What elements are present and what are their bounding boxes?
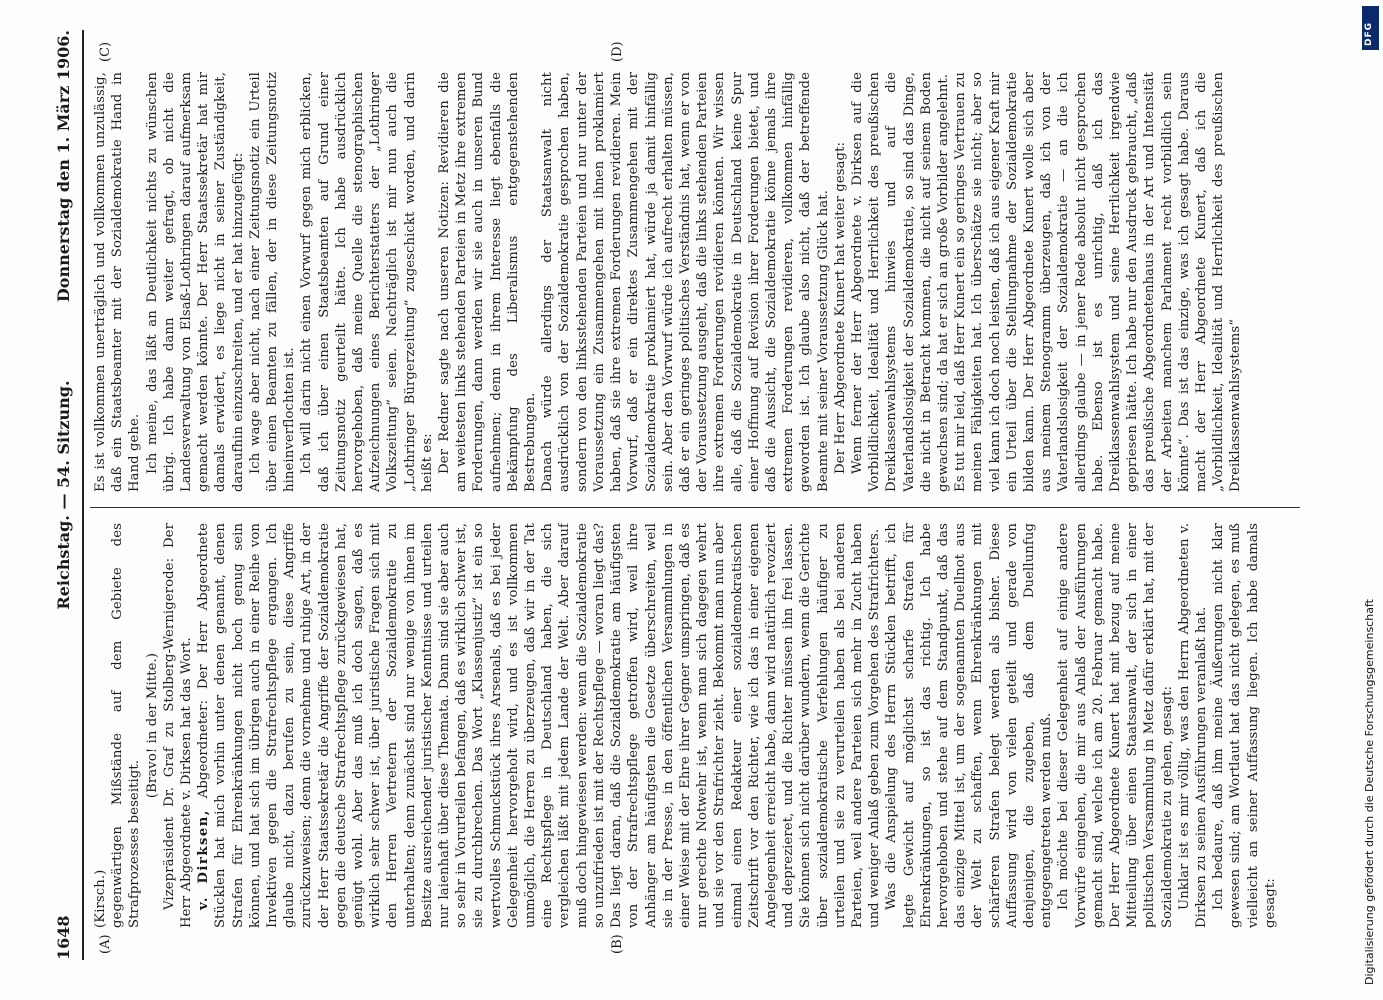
margin-marker-a: (A) [98,934,113,954]
paragraph-text: Es tut mir leid, daß Herr Kunert ein so geringes Vertrauen zu meinen Fähigkeiten hat. Ich überschätze sie nicht; aber so viel kann ich doch noch leisten, daß ich aus eigener Kraft mir ein Urteil über die Stellungnahme der Sozialdemokratie bilden kann. Der Herr Abgeordnete Kunert wolle sich aber aus meinem Stenogramm überzeugen, daß ich von der Vaterlandslosigkeit der Sozialdemokratie — an die ich allerdings glaube — in jener Rede absolut nicht gesprochen habe. Ebenso ist es unrichtig, daß ich das Dreiklassenwahlsystem und seine Herrlichkeit irgendwie gepriesen hätte. Ich habe nur den Ausdruck gebraucht, „daß das preußische Abgeordnetenhaus in der Art und Intensität der Arbeiten manchem Parlament recht vorbildlich sein könnte“. Das ist das einzige, was ich gesagt habe. Daraus macht der Herr Abgeordnete Kunert, daß ich die „Vorbildlichkeit, Idealität und Herrlichkeit des preußischen Dreiklassenwahlsystems“ [953,72,1244,492]
paragraph [92,523,109,928]
session-title: Reichstag. — 54. Sitzung. [54,380,73,610]
header-rule [82,30,84,960]
paragraph-text: Was die Anspielung des Herrn Stücklen betrifft, ich legte Gewicht auf möglichst scharfe Strafen für Ehrenkränkungen, so ist das richtig. Ich habe hervorgehoben und stehe auf dem Standpunkt, daß das das einzige Mittel ist, um der sogenannten Duellnot aus der Welt zu schaffen, wenn Ehrenkränkungen mit schärferen Strafen belegt werden als bisher. Diese Auffassung wird von vielen geteilt und gerade von denjenigen, die zugeben, daß dem Duellunfug entgegengetreten werden muß. [884,523,1055,928]
paragraph-text: gegenwärtigen Mißstände auf dem Gebiete des Strafprozesses beseitigt. [110,523,143,928]
margin-marker-c: (C) [98,41,113,62]
paragraph [883,523,1055,928]
paragraph [195,523,883,928]
paragraph [144,523,161,928]
left-text-column [92,523,1300,928]
paragraph [952,72,1244,492]
paragraph-text: Es ist vollkommen unerträglich und vollkommen unzulässig, daß ein Staatsbeamter mit der Sozialdemokratie Hand in Hand gehe. [93,72,143,492]
paragraph [1055,523,1175,928]
paragraph-text: Ich meine, das läßt an Deutlichkeit nichts zu wünschen übrig. Ich habe dann weiter gefragt, ob nicht die Landesverwaltung von Elsaß-Lothringen darauf aufmerksam gemacht werden könnte. Der Herr Staatssekretär hat mir damals erwidert, es liege nicht in seiner Zuständigkeit, daraufhin einzuschreiten, und er hat hinzugefügt: [144,72,246,492]
paragraph [832,72,849,492]
page-number: 1648 [54,915,73,960]
paragraph-text: (Kirsch.) [93,869,108,928]
paragraph-text: Abgeordneter: Der Herr Abgeordnete Stücklen hat mich vorhin unter denen genannt, denen Strafen für Ehrenkränkungen nicht hoch genug sein können, und hat sich im übrigen auch in einer Reihe von Invektiven gegen die Strafrechtspflege ergangen. Ich glaube nicht, dazu berufen zu sein, diese Angriffe zurückzuweisen; denn die vornehme und ruhige Art, in der der Herr Staatssekretär die Angriffe der Sozialdemokratie gegen die deutsche Strafrechtspflege zurückgewiesen hat, genügt wohl. Aber das muß ich doch sagen, daß es wirklich sehr schwer ist, über juristische Fragen sich mit den Herren Vertretern der Sozialdemokratie zu unterhalten; denn zunächst sind nur wenige von ihnen im Besitze ausreichender juristischer Kenntnisse und urteilen nur laienhaft über diese Themata. Dann sind sie aber auch so sehr in Vorurteilen befangen, daß es wirklich schwer ist, sie zu durchbrechen. Das Wort „Klassenjustiz“ ist ein so wertvolles Schmuckstück ihres Arsenals, daß es bei jeder Gelegenheit hervorgeholt wird, und es ist vollkommen unmöglich, die Herren zu überzeugen, daß wir in der Tat eine Rechtspflege in Deutschland haben, die sich vergleichen läßt mit jedem Lande der Welt. Aber darauf muß doch hingewiesen werden: wenn die Sozialdemokratie so unzufrieden ist mit der Rechtspflege — woran liegt das? Das liegt daran, daß die Sozialdemokratie am häufigsten von der Strafrechtspflege getroffen wird, weil ihre Anhänger am häufigsten die Gesetze überschreiten, weil sie in der Presse, in den öffentlichen Versammlungen in einer Weise mit der Ehre ihrer Gegner umspringen, daß es nur gerechte Notwehr ist, wenn man sich dagegen wehrt und sie vor den Strafrichter zieht. Bekommt man nun aber einmal einen Redakteur einer sozialdemokratischen Zeitschrift vor den Richter, wie ich das in einer eigenen Angelegenheit erreicht habe, dann wird natürlich revoziert und deprezieret, und die Richter müssen ihn frei lassen. Sie können sich nicht darüber wundern, wenn die Gerichte über sozialdemokratische Verfehlungen häufiger zu urteilen und sie zu verurteilen haben als bei anderen Parteien, weil andere Parteien sich mehr in Zucht haben und weniger Anlaß geben zum Vorgehen des Strafrichters. [196,523,883,928]
credit-text: Digitalisierung gefördert durch die Deutsche Forschungsgemeinschaft [1363,599,1376,985]
paragraph-text: Ich bedaure, daß ihm meine Äußerungen nicht klar gewesen sind; am Wortlaut hat das nicht gelegen, es muß vielleicht an seiner Auffassung liegen. Ich habe damals gesagt: [1211,523,1278,928]
paragraph-text: Vizepräsident Dr. Graf zu Stolberg-Wernigerode: Der Herr Abgeordnete v. Dirksen hat das Wort. [161,523,195,928]
paragraph [298,72,436,492]
paragraph [1210,523,1279,928]
paragraph [539,72,831,492]
paragraph-text: Wenn ferner der Herr Abgeordnete v. Dirksen auf die Vorbildlichkeit, Idealität und Herrlichkeit des preußischen Dreiklassenwahlsystems hinwies und auf die Vaterlandslosigkeit der Sozialdemokratie, so sind das Dinge, die nicht in Betracht kommen, die nicht auf seinem Boden gewachsen sind; da hat er sich an große Vorbilder angelehnt. [849,72,951,492]
paragraph [92,72,144,492]
paragraph-text: Unklar ist es mir völlig, was den Herrn Abgeordneten v. Dirksen zu seinen Ausführungen veranlaßt hat. [1176,523,1209,928]
paragraph-text: Ich möchte bei dieser Gelegenheit auf einige andere Vorwürfe eingehen, die mir aus Anlaß der Ausführungen gemacht sind, welche ich am 20. Februar gemacht habe. Der Herr Abgeordnete Kunert hat mit bezug auf meine Mitteilung über einen Staatsanwalt, der sich in einer politischen Versammlung in Metz dafür erklärt hat, mit der Sozialdemokratie zu gehen, gesagt: [1056,523,1175,928]
margin-marker-d: (D) [610,41,625,62]
paragraph-text: Der Redner sagte nach unseren Notizen: Revidieren die am weitesten links stehenden Parteien in Metz ihre extremen Forderungen, dann werden wir sie auch in unseren Bund aufnehmen; denn in ihrem Interesse liegt ebenfalls die Bekämpfung des Liberalismus entgegenstehenden Bestrebungen. [437,72,539,492]
paragraph [849,72,952,492]
margin-marker-b: (B) [610,934,625,954]
paragraph [1176,523,1210,928]
paragraph-text: Der Herr Abgeordnete Kunert hat weiter gesagt: [832,141,848,474]
digitization-credit [1359,0,1383,1000]
paragraph [161,523,195,928]
paragraph [109,523,143,928]
paragraph [144,72,247,492]
paragraph-text: (Bravo! in der Mitte.) [144,652,160,799]
dfg-logo: DFG [1362,6,1379,50]
speaker-name: v. Dirksen, [196,809,212,910]
paragraph-text: Ich will darin nicht einen Vorwurf gegen mich erblicken, daß ich über einen Staatsbeamten auf Grund einer Zeitungsnotiz geurteilt hätte. Ich habe ausdrücklich hervorgehoben, daß meine Quelle die stenographischen Aufzeichnungen eines Berichterstatters der „Lothringer Volkszeitung“ seien. Nachträglich ist mir nun auch die „Lothringer Bürgerzeitung“ zugeschickt worden, und darin heißt es: [299,72,435,492]
paragraph-text: Ich wage aber nicht, nach einer Zeitungsnotiz ein Urteil über einen Beamten zu fällen, der in diese Zeitungsnotiz hineinverflochten ist. [247,72,298,492]
paragraph [436,72,539,492]
paragraph-text: Danach würde allerdings der Staatsanwalt nicht ausdrücklich von der Sozialdemokratie gesprochen haben, sondern von den linksstehenden Parteien und nur unter der Voraussetzung ein Zusammengehen mit ihnen proklamiert haben, daß sie ihre extremen Forderungen revidieren. Mein Vorwurf, daß er ein direktes Zusammengehen mit der Sozialdemokratie proklamiert hat, würde ja damit hinfällig sein. Aber den Vorwurf würde ich aufrecht erhalten müssen, daß er ein geringes politisches Verständnis hat, wenn er von der Voraussetzung ausgeht, daß die links stehenden Parteien ihre extremen Forderungen revidieren könnten. Wir wissen alle, daß die Sozialdemokratie in Deutschland keine Spur einer Hoffnung auf Revision ihrer Forderungen bietet, und daß die Aussicht, die Sozialdemokratie könne jemals ihre extremen Forderungen revidieren, vollkommen hinfällig geworden ist. Ich glaube also nicht, daß der betreffende Beamte mit seiner Voraussetzung Glück hat. [540,72,831,492]
page-header [50,30,78,960]
paragraph [247,72,299,492]
column-separator [90,507,1300,508]
session-date: Donnerstag den 1. März 1906. [54,30,73,303]
right-text-column [92,72,1300,492]
